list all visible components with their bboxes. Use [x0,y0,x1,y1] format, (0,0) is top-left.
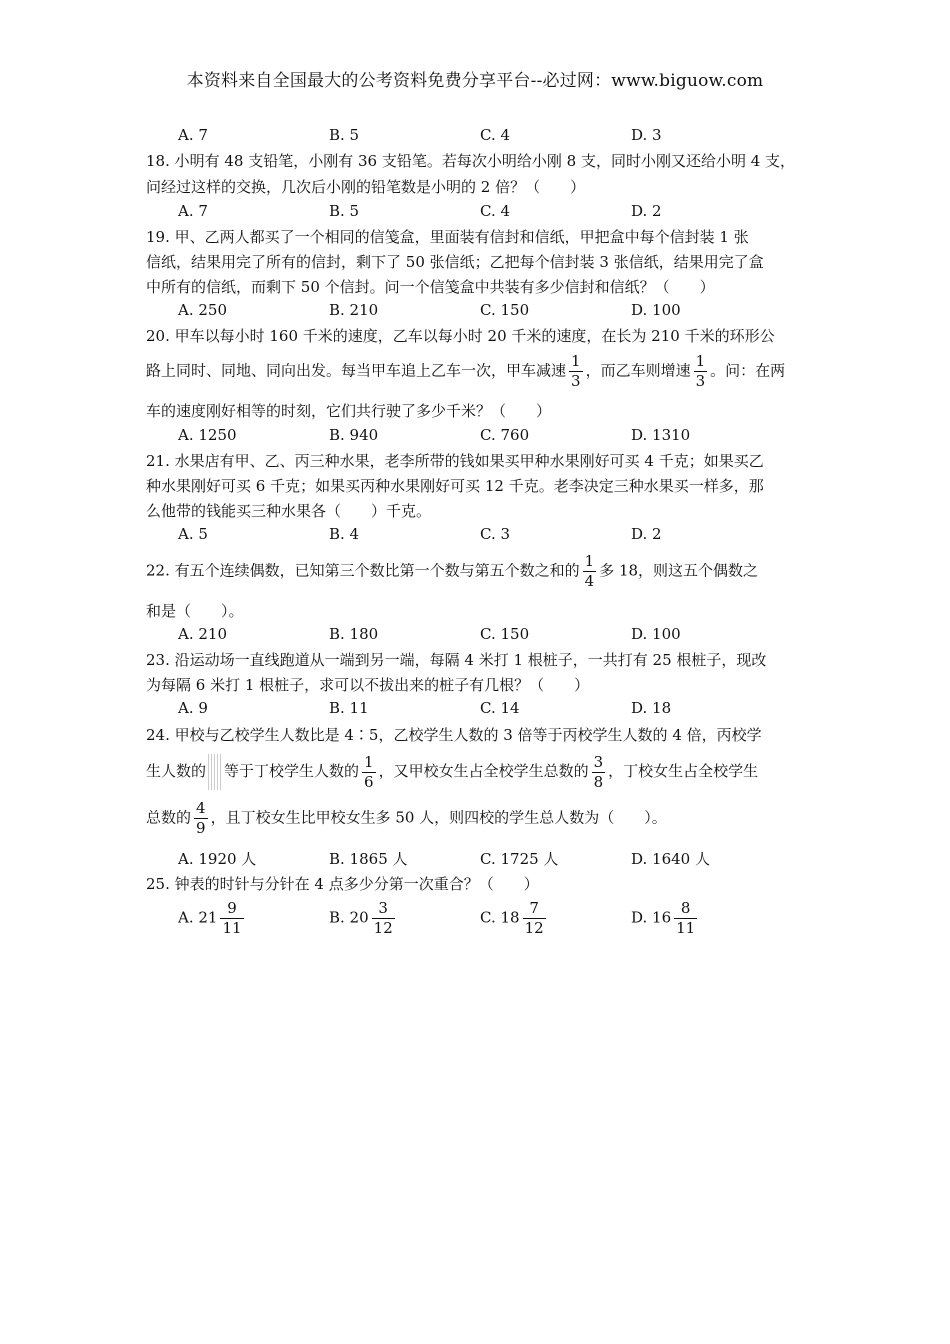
q19-option-b[interactable]: B. 210 [329,301,379,319]
q22-option-a[interactable]: A. 210 [178,625,227,643]
q17-option-b[interactable]: B. 5 [329,126,360,144]
q22-text-line-2: 和是（ ）。 [146,602,244,620]
q23-option-c[interactable]: C. 14 [480,699,520,717]
q23-option-b[interactable]: B. 11 [329,699,369,717]
q25-option-c[interactable]: C. 18 $\frac{7}{12}$ [480,899,544,937]
q19-text-line-1: 19. 甲、乙两人都买了一个相同的信笺盒，里面装有信封和信纸，甲把盒中每个信封装 1 张 [146,228,749,246]
q19-text-line-2: 信纸，结果用完了所有的信封，剩下了 50 张信纸；乙把每个信封装 3 张信纸，结果用完了盒 [146,253,764,271]
q22-text-a: 22. 有五个连续偶数，已知第三个数比第一个数与第五个数之和的 [146,561,580,580]
q24-text-line-2 [146,754,758,790]
q25-option-b[interactable]: B. 20 $\frac{3}{12}$ [329,899,393,937]
q19-text-line-3: 中所有的信纸，而剩下 50 个信封。问一个信笺盒中共装有多少信封和信纸？（ ） [146,278,715,296]
q24-option-b[interactable]: B. 1865 人 [329,850,408,868]
q24-fraction-1: $\frac{1}{6}$ [364,752,374,791]
q24-option-a[interactable]: A. 1920 人 [178,850,257,868]
q24-text-b: 等于丁校学生人数的 [224,762,360,780]
q22-fraction: $\frac{1}{4}$ [584,552,595,590]
q18-option-c[interactable]: C. 4 [480,202,511,220]
q24-fraction-2: $\frac{3}{8}$ [593,752,604,791]
page-header: 本资料来自全国最大的公考资料免费分享平台--必过网：www.biguow.com [186,71,764,91]
q20-option-d[interactable]: D. 1310 [631,426,691,444]
q20-option-c[interactable]: C. 760 [480,426,530,444]
q21-text-line-1: 21. 水果店有甲、乙、丙三种水果，老李所带的钱如果买甲种水果刚好可买 4 千克；如果买乙 [146,452,764,470]
q23-text-line-2: 为每隔 6 米打 1 根桩子，求可以不拔出来的桩子有几根？（ ） [146,676,590,694]
q23-option-a[interactable]: A. 9 [178,699,208,717]
q25-text-line-1: 25. 钟表的时针与分针在 4 点多少分第一次重合？（ ） [146,875,539,893]
q24-text-d: ，丁校女生占全校学生 [608,762,759,780]
q18-option-b[interactable]: B. 5 [329,202,360,220]
q22-option-d[interactable]: D. 100 [631,625,681,643]
q20-option-b[interactable]: B. 940 [329,426,379,444]
q20-option-a[interactable]: A. 1250 [178,426,237,444]
q19-option-a[interactable]: A. 250 [178,301,227,319]
q21-option-b[interactable]: B. 4 [329,525,360,543]
q24-option-d[interactable]: D. 1640 人 [631,850,710,868]
q20-text-a: 路上同时、同地、同向出发。每当甲车追上乙车一次，甲车减速 [146,361,567,380]
q21-text-line-2: 种水果刚好可买 6 千克；如果买丙种水果刚好可买 12 千克。老李决定三种水果买一样多，那 [146,477,764,495]
q17-option-c[interactable]: C. 4 [480,126,511,144]
q20-fraction-accel: $\frac{1}{3}$ [695,352,706,390]
q24-fraction-3: $\frac{4}{9}$ [196,799,206,837]
q20-text-c: 。问：在两 [710,361,786,380]
q22-text-line-1 [146,554,758,589]
q22-option-b[interactable]: B. 180 [329,625,379,643]
q21-option-d[interactable]: D. 2 [631,525,662,543]
q24-text-a: 生人数的 [146,762,207,780]
garbled-fraction-image [208,754,222,790]
q20-fraction-decel: $\frac{1}{3}$ [571,352,581,390]
q24-text-e: 总数的 [146,808,192,827]
q21-option-a[interactable]: A. 5 [178,525,208,543]
q20-text-line-3: 车的速度刚好相等的时刻，它们共行驶了多少千米？（ ） [146,402,552,420]
q18-option-d[interactable]: D. 2 [631,202,662,220]
q24-text-line-3 [146,801,667,836]
q25-option-a[interactable]: A. 21 $\frac{9}{11}$ [178,899,242,937]
q18-text-line-2: 问经过这样的交换，几次后小刚的铅笔数是小明的 2 倍？（ ） [146,178,586,196]
q20-text-b: ，而乙车则增速 [585,361,691,380]
q21-text-line-3: 么他带的钱能买三种水果各（ ）千克。 [146,502,432,520]
q19-option-c[interactable]: C. 150 [480,301,530,319]
q24-text-f: ，且丁校女生比甲校女生多 50 人，则四校的学生总人数为（ ）。 [210,808,667,827]
q18-text-line-1: 18. 小明有 48 支铅笔，小刚有 36 支铅笔。若每次小明给小刚 8 支，同时小刚又还给小明 4 支， [146,152,796,170]
q23-text-line-1: 23. 沿运动场一直线跑道从一端到另一端，每隔 4 米打 1 根桩子，一共打有 25 根桩子，现改 [146,651,767,669]
q20-text-line-1: 20. 甲车以每小时 160 千米的速度，乙车以每小时 20 千米的速度，在长为 210 千米的环形公 [146,327,775,345]
q19-option-d[interactable]: D. 100 [631,301,681,319]
q22-option-c[interactable]: C. 150 [480,625,530,643]
q17-option-a[interactable]: A. 7 [178,126,208,144]
q24-text-line-1: 24. 甲校与乙校学生人数比是 4∶5，乙校学生人数的 3 倍等于丙校学生人数的 4 倍，丙校学 [146,726,762,744]
q23-option-d[interactable]: D. 18 [631,699,672,717]
q21-option-c[interactable]: C. 3 [480,525,511,543]
q17-option-d[interactable]: D. 3 [631,126,662,144]
q24-option-c[interactable]: C. 1725 人 [480,850,559,868]
q24-text-c: ，又甲校女生占全校学生总数的 [378,762,589,780]
q22-text-b: 多 18，则这五个偶数之 [599,561,759,580]
q20-text-line-2 [146,354,785,389]
q25-option-d[interactable]: D. 16 $\frac{8}{11}$ [631,899,696,937]
q18-option-a[interactable]: A. 7 [178,202,208,220]
